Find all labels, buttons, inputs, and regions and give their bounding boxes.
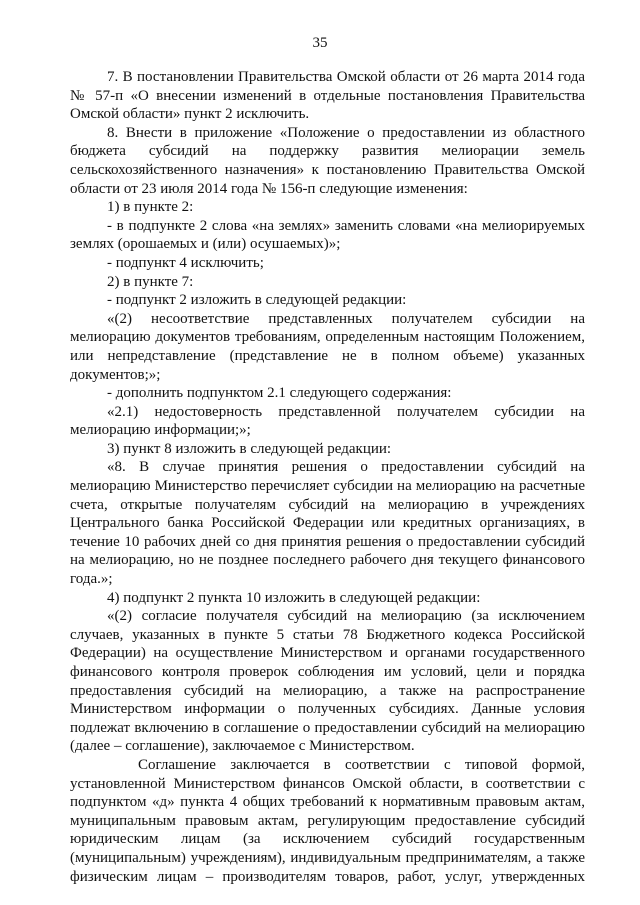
text-line: - в подпункте 2 слова «на землях» заменить словами «на мелиорируемых bbox=[107, 217, 585, 234]
text-line: Центрального банка Российской Федерации или кредитных организациях, в bbox=[70, 515, 585, 532]
text-line: - дополнить подпунктом 2.1 следующего содержания: bbox=[107, 385, 452, 402]
text-line: № 57-п «О внесении изменений в отдельные постановления Правительства bbox=[70, 87, 585, 104]
text-line: мелиорацию информации;»; bbox=[70, 422, 251, 439]
text-line: подпунктом «д» пункта 4 общих требований к нормативным правовым актам, bbox=[70, 794, 585, 811]
text-line: «(2) согласие получателя субсидий на мелиорацию (за исключением bbox=[107, 608, 585, 625]
text-line: «8. В случае принятия решения о предоставлении субсидий на bbox=[107, 459, 585, 476]
document-body bbox=[70, 68, 585, 886]
text-line: мелиорацию документов требованиям, определенным настоящим Положением, bbox=[70, 329, 585, 346]
text-line: счета, открытые получателям субсидий на мелиорацию в учреждениях bbox=[70, 496, 585, 513]
text-line: землях (орошаемых и (или) осушаемых)»; bbox=[70, 236, 341, 253]
text-line: физическим лицам – производителям товаров, работ, услуг, утвержденных bbox=[70, 868, 585, 885]
text-line: мелиорацию Министерство перечисляет субсидии на мелиорацию на расчетные bbox=[70, 478, 585, 495]
text-line: 8. Внести в приложение «Положение о предоставлении из областного bbox=[107, 124, 585, 141]
text-line: Федерации) на осуществление Министерством и органами государственного bbox=[70, 645, 585, 662]
text-line: - подпункт 4 исключить; bbox=[107, 254, 264, 271]
text-line: Соглашение заключается в соответствии с типовой формой, bbox=[138, 756, 585, 773]
text-line: - подпункт 2 изложить в следующей редакции: bbox=[107, 292, 407, 309]
text-line: 4) подпункт 2 пункта 10 изложить в следующей редакции: bbox=[107, 589, 481, 606]
text-line: предоставления субсидий на мелиорацию, а также на распространение bbox=[70, 682, 585, 699]
text-line: бюджета субсидий на поддержку развития мелиорации земель bbox=[70, 143, 585, 160]
text-line: 2) в пункте 7: bbox=[107, 273, 194, 290]
text-line: области от 23 июля 2014 года № 156-п следующие изменения: bbox=[70, 180, 468, 197]
text-line: муниципальным правовым актам, регулирующим предоставление субсидий bbox=[70, 812, 585, 829]
text-line: на мелиорацию, но не позднее последнего рабочего дня текущего финансового bbox=[70, 552, 585, 569]
text-line: года.»; bbox=[70, 571, 113, 588]
text-line: Омской области» пункт 2 исключить. bbox=[70, 106, 310, 123]
text-line: установленной Министерством финансов Омской области, в соответствии с bbox=[70, 775, 585, 792]
text-line: 7. В постановлении Правительства Омской области от 26 марта 2014 года bbox=[107, 69, 585, 85]
text-line: течение 10 рабочих дней со дня принятия решения о предоставлении субсидий bbox=[70, 533, 585, 550]
text-line: 1) в пункте 2: bbox=[107, 199, 194, 216]
text-line: финансового контроля проверок соблюдения им условий, цели и порядка bbox=[70, 664, 585, 680]
text-line: (далее – соглашение), заключаемое с Министерством. bbox=[70, 738, 415, 755]
text-line: (муниципальным) учреждениям), индивидуальным предпринимателям, а также bbox=[70, 849, 585, 866]
text-line: «(2) несоответствие представленных получателем субсидии на bbox=[107, 310, 585, 327]
text-line: Министерством информации о полученных субсидиях. Данные условия bbox=[70, 701, 585, 718]
text-line: 3) пункт 8 изложить в следующей редакции: bbox=[107, 440, 392, 457]
text-line: или непредставление (представление не в полном объеме) указанных bbox=[70, 347, 585, 364]
text-line: случаев, указанных в пункте 5 статьи 78 Бюджетного кодекса Российской bbox=[70, 626, 585, 643]
text-line: подлежат включению в соглашение о предоставлении субсидий на мелиорацию bbox=[70, 719, 585, 736]
text-line: «2.1) недостоверность представленной получателем субсидии на bbox=[107, 403, 585, 420]
text-line: сельскохозяйственного назначения» к постановлению Правительства Омской bbox=[70, 161, 585, 178]
text-line: юридическим лицам (за исключением субсидий государственным bbox=[70, 831, 585, 848]
page-number: 35 bbox=[312, 35, 328, 51]
text-line: документов;»; bbox=[70, 366, 161, 383]
